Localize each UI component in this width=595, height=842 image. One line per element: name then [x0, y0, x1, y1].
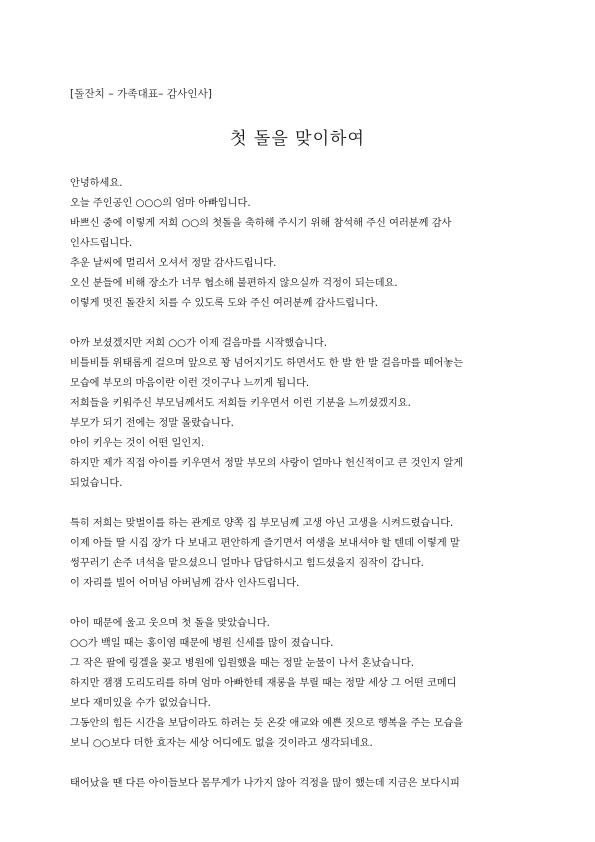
- paragraph-line: 아이 키우는 것이 어떤 일인지.: [70, 438, 205, 449]
- paragraph-line: 아이 때문에 울고 웃으며 첫 돌을 맞았습니다.: [70, 618, 270, 629]
- paragraph-line: 특히 저희는 맞벌이를 하는 관계로 양쪽 집 부모님께 고생 아닌 고생을 시켜드렸습니다.: [70, 518, 454, 529]
- paragraph-line: 보니 ○○보다 더한 효자는 세상 어디에도 없을 것이라고 생각되네요.: [70, 738, 373, 749]
- body-paragraph: [70, 774, 526, 794]
- paragraph-line: 바쁘신 중에 이렇게 저희 ○○의 첫돌을 축하해 주시기 위해 참석해 주신 여러분께 감사: [70, 218, 452, 229]
- paragraph-line: 보다 재미있을 수가 없었습니다.: [70, 698, 211, 709]
- paragraph-line: 저희들을 키워주신 부모님께서도 저희들 키우면서 이런 기분을 느끼셨겠지요.: [70, 398, 411, 409]
- paragraph-line: 비틀비틀 위태롭게 걸으며 앞으로 꽝 넘어지기도 하면서도 한 발 한 발 걸음마를 떼어놓는: [70, 358, 464, 369]
- paragraph-line: 모습에 부모의 마음이란 이런 것이구나 느끼게 됩니다.: [70, 378, 310, 389]
- document-category-tag: [돌잔치 – 가족대표– 감사인사]: [70, 88, 213, 100]
- paragraph-line: 아까 보셨겠지만 저희 ○○가 이제 걸음마를 시작했습니다.: [70, 338, 327, 349]
- document-title: 첫 돌을 맞이하여: [230, 129, 365, 149]
- body-paragraph: [70, 514, 526, 594]
- body-paragraph: [70, 174, 526, 314]
- document-body: [70, 174, 526, 814]
- paragraph-line: ○○가 백일 때는 홍이염 때문에 병원 신세를 많이 졌습니다.: [70, 638, 334, 649]
- paragraph-line: 하지만 제가 직접 아이를 키우면서 정말 부모의 사랑이 얼마나 헌신적이고 큰 것인지 알게: [70, 458, 464, 469]
- paragraph-line: 안녕하세요.: [70, 178, 123, 189]
- paragraph-line: 그동안의 힘든 시간을 보답이라도 하려는 듯 온갖 애교와 예쁜 짓으로 행복을 주는 모습을: [70, 718, 464, 729]
- paragraph-line: 되었습니다.: [70, 478, 123, 489]
- paragraph-line: 하지만 잼잼 도리도리를 하며 엄마 아빠한테 재롱을 부릴 때는 정말 세상 그 어떤 코메디: [70, 678, 457, 689]
- paragraph-line: 썽꾸러기 손주 녀석을 맡으셨으니 얼마나 답답하시고 힘드셨을지 짐작이 갑니다.: [70, 558, 424, 569]
- paragraph-line: 이제 아들 딸 시집 장가 다 보내고 편안하게 즐기면서 여생을 보내셔야 할 텐데 이렇게 말: [70, 538, 460, 549]
- paragraph-line: 이 자리를 빌어 어머님 아버님께 감사 인사드립니다.: [70, 578, 300, 589]
- paragraph-line: 부모가 되기 전에는 정말 몰랐습니다.: [70, 418, 234, 429]
- paragraph-line: 오신 분들에 비해 장소가 너무 협소해 불편하지 않으실까 걱정이 되는데요.: [70, 278, 398, 289]
- body-paragraph: [70, 614, 526, 754]
- paragraph-line: 인사드립니다.: [70, 238, 133, 249]
- body-paragraph: [70, 334, 526, 494]
- paragraph-line: 추운 날씨에 멀리서 오셔서 정말 감사드립니다.: [70, 258, 277, 269]
- paragraph-line: 이렇게 멋진 돌잔치 치를 수 있도록 도와 주신 여러분께 감사드립니다.: [70, 298, 378, 309]
- paragraph-line: 태어났을 땐 다른 아이들보다 몸무게가 나가지 않아 걱정을 많이 했는데 지금은 보다시피: [70, 778, 460, 789]
- paragraph-line: 오늘 주인공인 ○○○의 엄마 아빠입니다.: [70, 198, 251, 209]
- paragraph-line: 그 작은 팔에 링겔을 꽂고 병원에 입원했을 때는 정말 눈물이 나서 혼났습니다.: [70, 658, 414, 669]
